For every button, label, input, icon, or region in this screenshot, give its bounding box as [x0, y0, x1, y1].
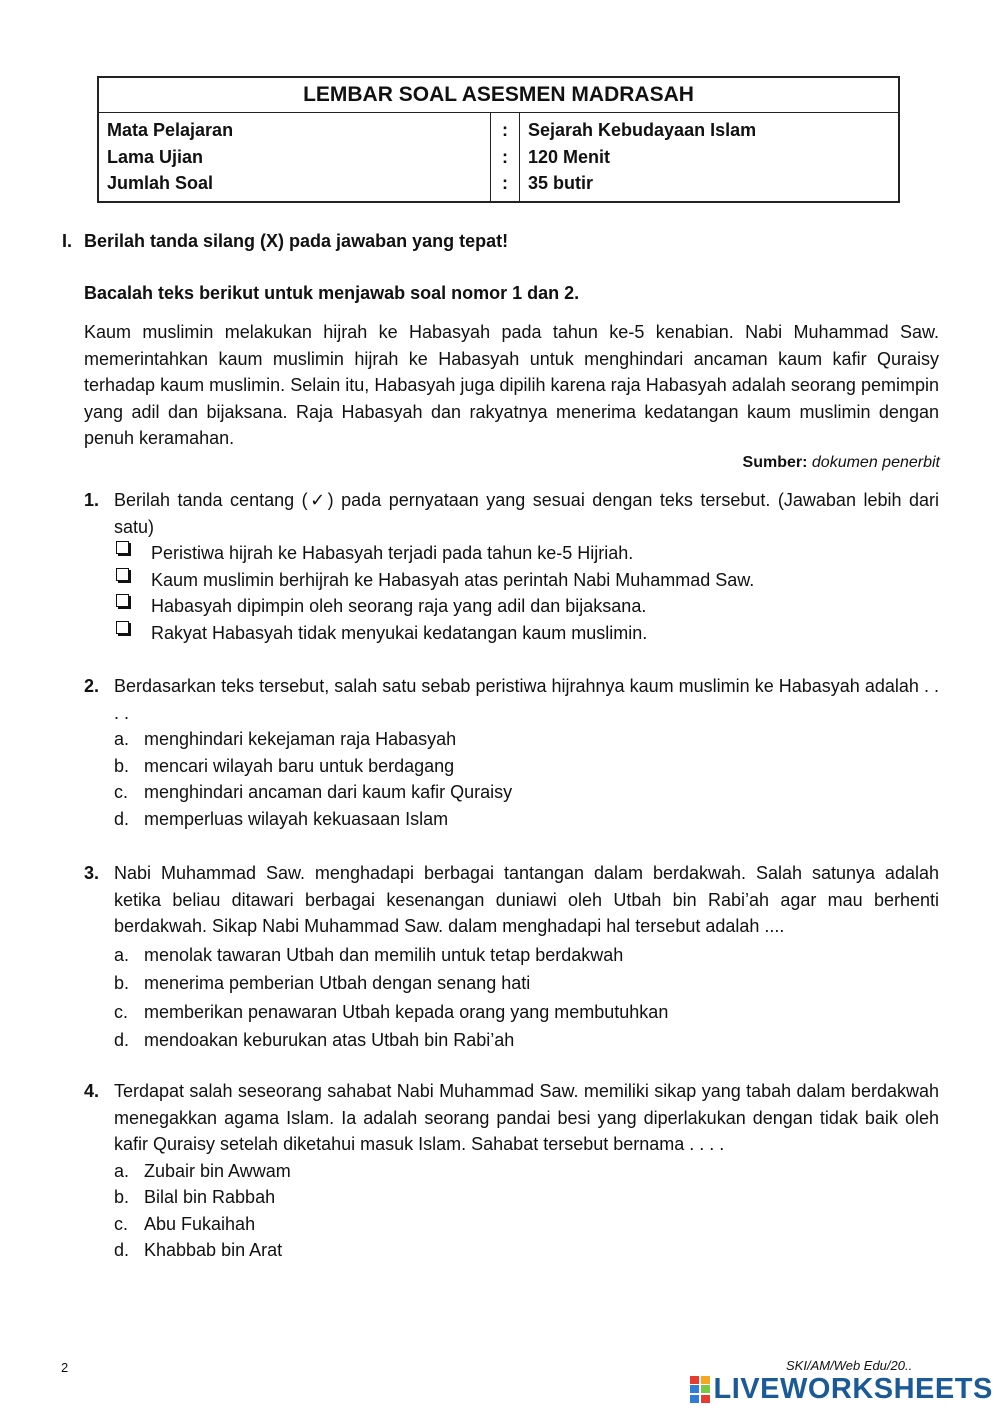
page-number: 2: [61, 1360, 69, 1375]
section-number: I.: [62, 231, 73, 251]
document-code: SKI/AM/Web Edu/20..: [786, 1358, 913, 1373]
option-text: mencari wilayah baru untuk berdagang: [144, 755, 455, 776]
separator: :: [502, 120, 508, 140]
passage-source: [743, 454, 940, 472]
section-instruction: [62, 231, 508, 252]
checkbox-icon[interactable]: [116, 594, 129, 607]
answer-option-a[interactable]: [114, 942, 939, 969]
header-values: [520, 113, 900, 202]
checkbox-option[interactable]: [114, 567, 939, 594]
option-text: Peristiwa hijrah ke Habasyah terjadi pada tahun ke-5 Hijriah.: [151, 543, 634, 563]
checkbox-option[interactable]: [114, 540, 939, 567]
answer-option-c[interactable]: [114, 999, 939, 1026]
option-letter: c.: [114, 782, 129, 802]
question-4: [84, 1078, 939, 1264]
option-text: menghindari ancaman dari kaum kafir Quraisy: [144, 782, 513, 802]
question-3: [84, 860, 939, 1054]
option-letter: b.: [114, 755, 130, 776]
option-letter: a.: [114, 1160, 130, 1181]
option-text: Abu Fukaihah: [144, 1213, 256, 1234]
option-letter: b.: [114, 1187, 130, 1207]
source-value: dokumen penerbit: [811, 454, 940, 471]
option-text: memberikan penawaran Utbah kepada orang yang membutuhkan: [144, 1001, 669, 1022]
label-count: Jumlah Soal: [107, 173, 214, 193]
option-letter: d.: [114, 808, 130, 829]
question-number: 2.: [84, 676, 100, 696]
checkbox-option[interactable]: [114, 593, 939, 620]
answer-option-b[interactable]: [114, 753, 939, 780]
question-number: 1.: [84, 490, 100, 510]
question-text: Berdasarkan teks tersebut, salah satu sebab peristiwa hijrahnya kaum muslimin ke Habasyah adalah . . . .: [114, 676, 939, 723]
header-separators: [491, 113, 520, 202]
option-text: menghindari kekejaman raja Habasyah: [144, 729, 457, 749]
source-label: Sumber:: [742, 454, 808, 471]
logo-text: LIVEWORKSHEETS: [713, 1372, 993, 1405]
option-letter: a.: [114, 944, 130, 965]
reading-passage: Kaum muslimin melakukan hijrah ke Habasyah pada tahun ke-5 kenabian. Nabi Muhammad Saw. memerintahkan kaum muslimin hijrah ke Habasyah untuk menghindari ancaman kaum kafir Quraisy terhadap kaum muslimin. Selain itu, Habasyah juga dipilih karena raja Habasyah adalah seorang pemimpin yang adil dan bijaksana. Raja Habasyah dan rakyatnya menerima kedatangan kaum muslimin dengan penuh keramahan.: [84, 322, 939, 448]
value-subject: Sejarah Kebudayaan Islam: [528, 120, 757, 140]
option-letter: d.: [114, 1240, 130, 1260]
answer-option-d[interactable]: [114, 1027, 939, 1054]
answer-option-b[interactable]: [114, 970, 939, 997]
option-text: memperluas wilayah kekuasaan Islam: [144, 808, 449, 829]
logo-cell: [690, 1376, 699, 1384]
reading-instruction: Bacalah teks berikut untuk menjawab soal nomor 1 dan 2.: [84, 283, 580, 303]
question-2: [84, 673, 939, 832]
option-text: Kaum muslimin berhijrah ke Habasyah atas perintah Nabi Muhammad Saw.: [151, 569, 755, 590]
answer-option-a[interactable]: [114, 726, 939, 753]
option-text: Rakyat Habasyah tidak menyukai kedatangan kaum muslimin.: [151, 622, 648, 643]
option-letter: a.: [114, 729, 130, 749]
option-text: menolak tawaran Utbah dan memilih untuk tetap berdakwah: [144, 944, 624, 965]
question-text: Berilah tanda centang (✓) pada pernyataan yang sesuai dengan teks tersebut. (Jawaban lebih dari satu): [114, 490, 939, 537]
option-text: Habasyah dipimpin oleh seorang raja yang adil dan bijaksana.: [151, 596, 647, 616]
option-letter: c.: [114, 1213, 129, 1234]
answer-option-a[interactable]: [114, 1158, 939, 1185]
option-text: Zubair bin Awwam: [144, 1160, 291, 1181]
checkbox-option[interactable]: [114, 620, 939, 647]
question-number: 3.: [84, 863, 100, 883]
value-count: 35 butir: [528, 173, 594, 193]
label-subject: Mata Pelajaran: [107, 120, 234, 140]
question-text: Nabi Muhammad Saw. menghadapi berbagai tantangan dalam berdakwah. Salah satunya adalah ketika beliau ditawari berbagai kesenangan duniawi oleh Utbah bin Rabi’ah agar mau berhenti berdakwah. Sikap Nabi Muhammad Saw. dalam menghadapi hal tersebut adalah ....: [114, 863, 939, 936]
question-1: [84, 487, 939, 646]
logo-grid-icon: [690, 1376, 710, 1403]
liveworksheets-logo[interactable]: [690, 1373, 993, 1405]
answer-option-d[interactable]: [114, 806, 939, 833]
checkbox-icon[interactable]: [116, 568, 129, 581]
option-letter: c.: [114, 1001, 129, 1022]
answer-option-c[interactable]: [114, 1211, 939, 1238]
checkbox-icon[interactable]: [116, 541, 129, 554]
option-text: mendoakan keburukan atas Utbah bin Rabi’ah: [144, 1030, 515, 1050]
header-labels: [98, 113, 491, 202]
option-letter: d.: [114, 1030, 130, 1050]
answer-option-b[interactable]: [114, 1184, 939, 1211]
question-number: 4.: [84, 1081, 100, 1101]
answer-option-c[interactable]: [114, 779, 939, 806]
logo-cell: [690, 1385, 699, 1393]
logo-cell: [690, 1395, 699, 1403]
option-letter: b.: [114, 973, 130, 993]
option-text: Bilal bin Rabbah: [144, 1187, 276, 1207]
header-title: LEMBAR SOAL ASESMEN MADRASAH: [98, 77, 899, 113]
question-text: Terdapat salah seseorang sahabat Nabi Muhammad Saw. memiliki sikap yang tabah dalam berdakwah menegakkan agama Islam. Ia adalah seorang pandai besi yang diperlakukan dengan tidak baik oleh kafir Quraisy setelah diketahui masuk Islam. Sahabat tersebut bernama . . . .: [114, 1081, 939, 1154]
logo-cell: [701, 1376, 710, 1384]
checkbox-icon[interactable]: [116, 621, 129, 634]
label-duration: Lama Ujian: [107, 146, 204, 167]
header-table: [97, 76, 900, 203]
section-text: Berilah tanda silang (X) pada jawaban yang tepat!: [84, 231, 509, 251]
logo-cell: [701, 1395, 710, 1403]
logo-cell: [701, 1385, 710, 1393]
answer-option-d[interactable]: [114, 1237, 939, 1264]
value-duration: 120 Menit: [528, 146, 611, 167]
option-text: Khabbab bin Arat: [144, 1240, 283, 1260]
separator: :: [502, 146, 508, 167]
option-text: menerima pemberian Utbah dengan senang hati: [144, 973, 531, 993]
separator: :: [502, 173, 508, 193]
